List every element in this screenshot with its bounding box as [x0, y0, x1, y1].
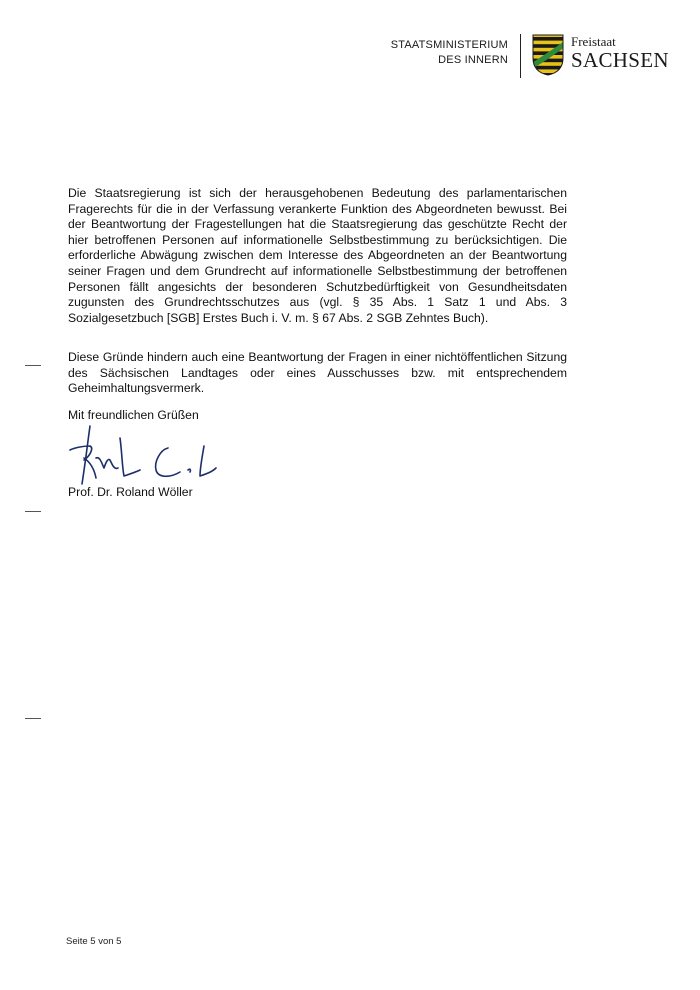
state-label-line1: Freistaat: [571, 34, 616, 49]
signer-name: Prof. Dr. Roland Wöller: [68, 485, 193, 499]
letter-paragraph-2: Diese Gründe hindern auch eine Beantwortung der Fragen in einer nichtöffentlichen Sitzung des Sächsischen Landtages oder eines Ausschusses bzw. mit entsprechendem Geheimhaltungsvermerk.: [68, 350, 567, 396]
page-number: Seite 5 von 5: [66, 936, 122, 947]
letter-paragraph-1: Die Staatsregierung ist sich der herausgehobenen Bedeutung des parlamentarischen Fragerechts für die in der Verfassung verankerte Funktion des Abgeordneten bewusst. Bei der Beantwortung der Fragestellungen hat die Staatsregierung das geschützte Recht der hier betroffenen Personen auf informationelle Selbstbestimmung zu berücksichtigen. Die erforderliche Abwägung zwischen dem Interesse des Abgeordneten an der Beantwortung seiner Fragen und dem Grundrecht auf informationelle Selbstbestimmung der betroffenen Personen fällt angesichts der besonderen Schutzbedürftigkeit von Gesundheitsdaten zugunsten des Grundrechtsschutzes aus (vgl. § 35 Abs. 1 Satz 1 und Abs. 3 Sozialgesetzbuch [SGB] Erstes Buch i. V. m. § 67 Abs. 2 SGB Zehntes Buch).: [68, 186, 567, 325]
state-label: [571, 35, 669, 71]
letterhead-divider: [520, 34, 521, 78]
closing-salutation: Mit freundlichen Grüßen: [68, 408, 199, 422]
fold-mark-middle: [25, 511, 41, 512]
fold-mark-top: [25, 365, 41, 366]
letterhead-ministry: [360, 38, 508, 68]
ministry-name-line1: STAATSMINISTERIUM: [390, 39, 508, 51]
ministry-name-line2: DES INNERN: [438, 54, 508, 66]
fold-mark-bottom: [25, 718, 41, 719]
state-label-line2: SACHSEN: [571, 48, 669, 72]
saxony-coat-of-arms-icon: [532, 34, 564, 76]
